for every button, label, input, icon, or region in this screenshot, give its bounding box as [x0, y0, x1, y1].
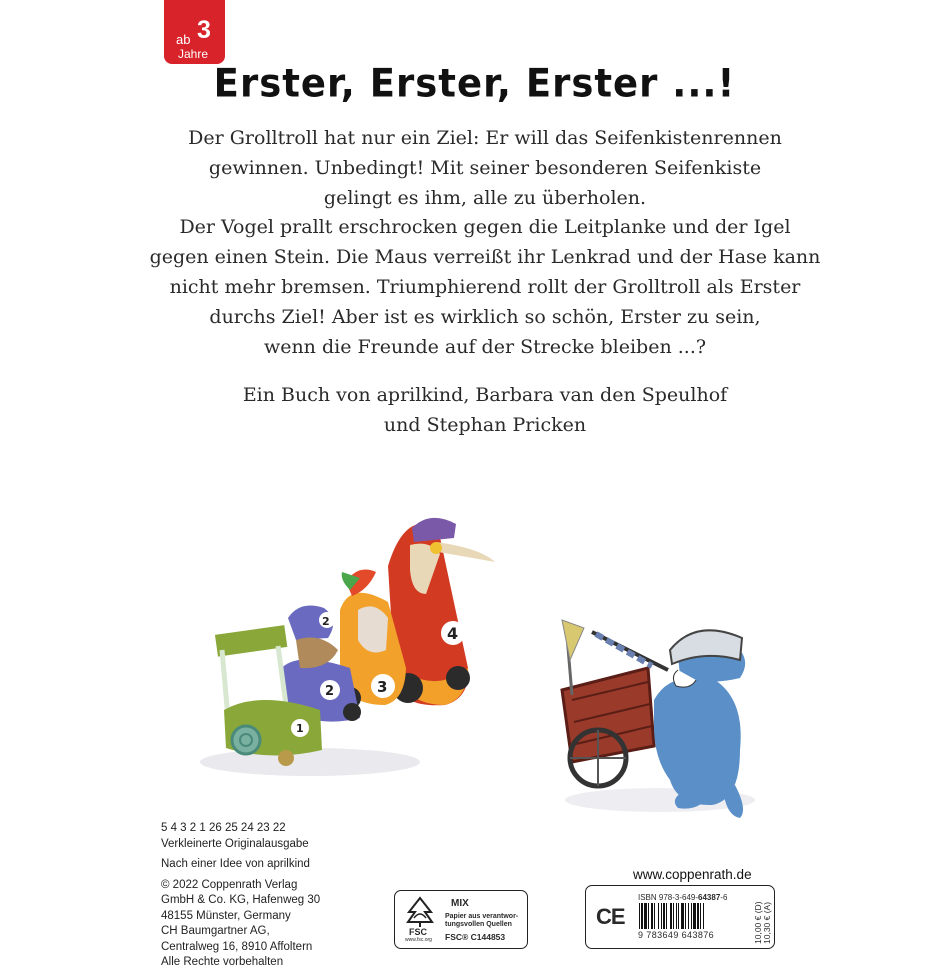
cart-number: 3	[377, 678, 388, 696]
barcode-bar	[661, 903, 662, 929]
authors-line: Ein Buch von aprilkind, Barbara van den Speulhof	[242, 384, 728, 406]
idea-credit: Nach einer Idee von aprilkind	[161, 858, 310, 870]
publisher-line: Alle Rechte vorbehalten	[161, 956, 284, 968]
fsc-code: FSC® C144853	[445, 932, 506, 942]
blurb-line: nicht mehr bremsen. Triumphierend rollt der Grolltroll als Erster	[169, 275, 801, 298]
price-at: 10,30 € (A)	[762, 901, 772, 944]
race-illustration	[200, 500, 760, 820]
authors	[140, 380, 830, 440]
cart-number: 2	[325, 684, 335, 699]
authors-line: und Stephan Pricken	[383, 414, 587, 436]
barcode-bar	[639, 903, 640, 929]
imprint	[161, 821, 320, 971]
barcode-bar	[688, 903, 689, 929]
barcode-bar	[700, 903, 701, 929]
fsc-url: www.fsc.org	[405, 937, 432, 943]
barcode-bar	[693, 903, 696, 929]
fsc-text-line: tungsvollen Quellen	[445, 921, 512, 928]
prices	[752, 892, 770, 944]
product-label	[585, 885, 775, 949]
publisher-line: 48155 Münster, Germany	[161, 909, 291, 922]
barcode-bar	[663, 903, 665, 929]
barcode-bar	[648, 903, 649, 929]
blurb	[140, 124, 830, 362]
publisher-line: © 2022 Coppenrath Verlag	[161, 878, 298, 891]
age-prefix: ab	[176, 32, 191, 47]
barcode-bar	[678, 903, 679, 929]
isbn	[638, 893, 727, 902]
age-unit: Jahre	[178, 47, 209, 61]
barcode-bar	[681, 903, 684, 929]
publisher-line: GmbH & Co. KG, Hafenweg 30	[161, 894, 321, 906]
blurb-line: gegen einen Stein. Die Maus verreißt ihr Lenkrad und der Hase kann	[149, 246, 821, 269]
barcode-bar	[703, 903, 704, 929]
fsc-tree-icon	[405, 896, 435, 928]
barcode-bar	[676, 903, 677, 929]
isbn-bold: 64387	[698, 893, 721, 902]
barcode-digits: 9 783649 643876	[638, 930, 715, 940]
barcode	[638, 903, 750, 929]
barcode-bar	[685, 903, 686, 929]
cart-number: 4	[447, 624, 459, 643]
print-run: 5 4 3 2 1 26 25 24 23 22	[161, 822, 286, 834]
barcode-bar	[670, 903, 672, 929]
barcode-bar	[641, 903, 643, 929]
barcode-bar	[666, 903, 667, 929]
publisher-website: www.coppenrath.de	[633, 867, 752, 882]
barcode-bar	[673, 903, 674, 929]
barcode-bar	[691, 903, 692, 929]
barcode-bar	[658, 903, 659, 929]
helmet-number: 2	[322, 615, 330, 628]
fsc-label	[394, 890, 528, 949]
fsc-logo-text: FSC	[409, 927, 427, 937]
publisher-line: CH Baumgartner AG,	[161, 925, 270, 937]
cart-number: 1	[296, 722, 304, 735]
age-badge	[164, 0, 225, 64]
ce-mark: CE	[596, 904, 625, 929]
price-de: 10,00 € (D)	[753, 901, 763, 944]
publisher-line: Centralweg 16, 8910 Affoltern	[161, 940, 313, 953]
edition-note: Verkleinerte Originalausgabe	[161, 837, 309, 850]
barcode-bar	[644, 903, 647, 929]
troll-wagon	[562, 620, 668, 786]
blurb-line: gewinnen. Unbedingt! Mit seiner besonderen Seifenkiste	[208, 156, 762, 179]
fsc-mix: MIX	[451, 898, 469, 909]
isbn-suffix: -6	[720, 893, 728, 902]
barcode-bar	[654, 903, 655, 929]
blurb-line: wenn die Freunde auf der Strecke bleiben ...?	[263, 335, 707, 358]
isbn-prefix: ISBN 978-3-649-	[638, 893, 699, 902]
blurb-line: gelingt es ihm, alle zu überholen.	[323, 186, 647, 209]
fsc-text-line: Papier aus verantwor-	[445, 913, 519, 920]
book-title: Erster, Erster, Erster ...!	[213, 60, 736, 107]
age-number: 3	[197, 16, 211, 44]
fsc-text	[445, 913, 518, 929]
barcode-bar	[651, 903, 653, 929]
barcode-bar	[697, 903, 699, 929]
blurb-line: Der Grolltroll hat nur ein Ziel: Er will das Seifenkistenrennen	[188, 127, 782, 149]
blurb-line: durchs Ziel! Aber ist es wirklich so schön, Erster zu sein,	[209, 305, 761, 328]
blurb-line: Der Vogel prallt erschrocken gegen die Leitplanke und der Igel	[179, 216, 791, 239]
